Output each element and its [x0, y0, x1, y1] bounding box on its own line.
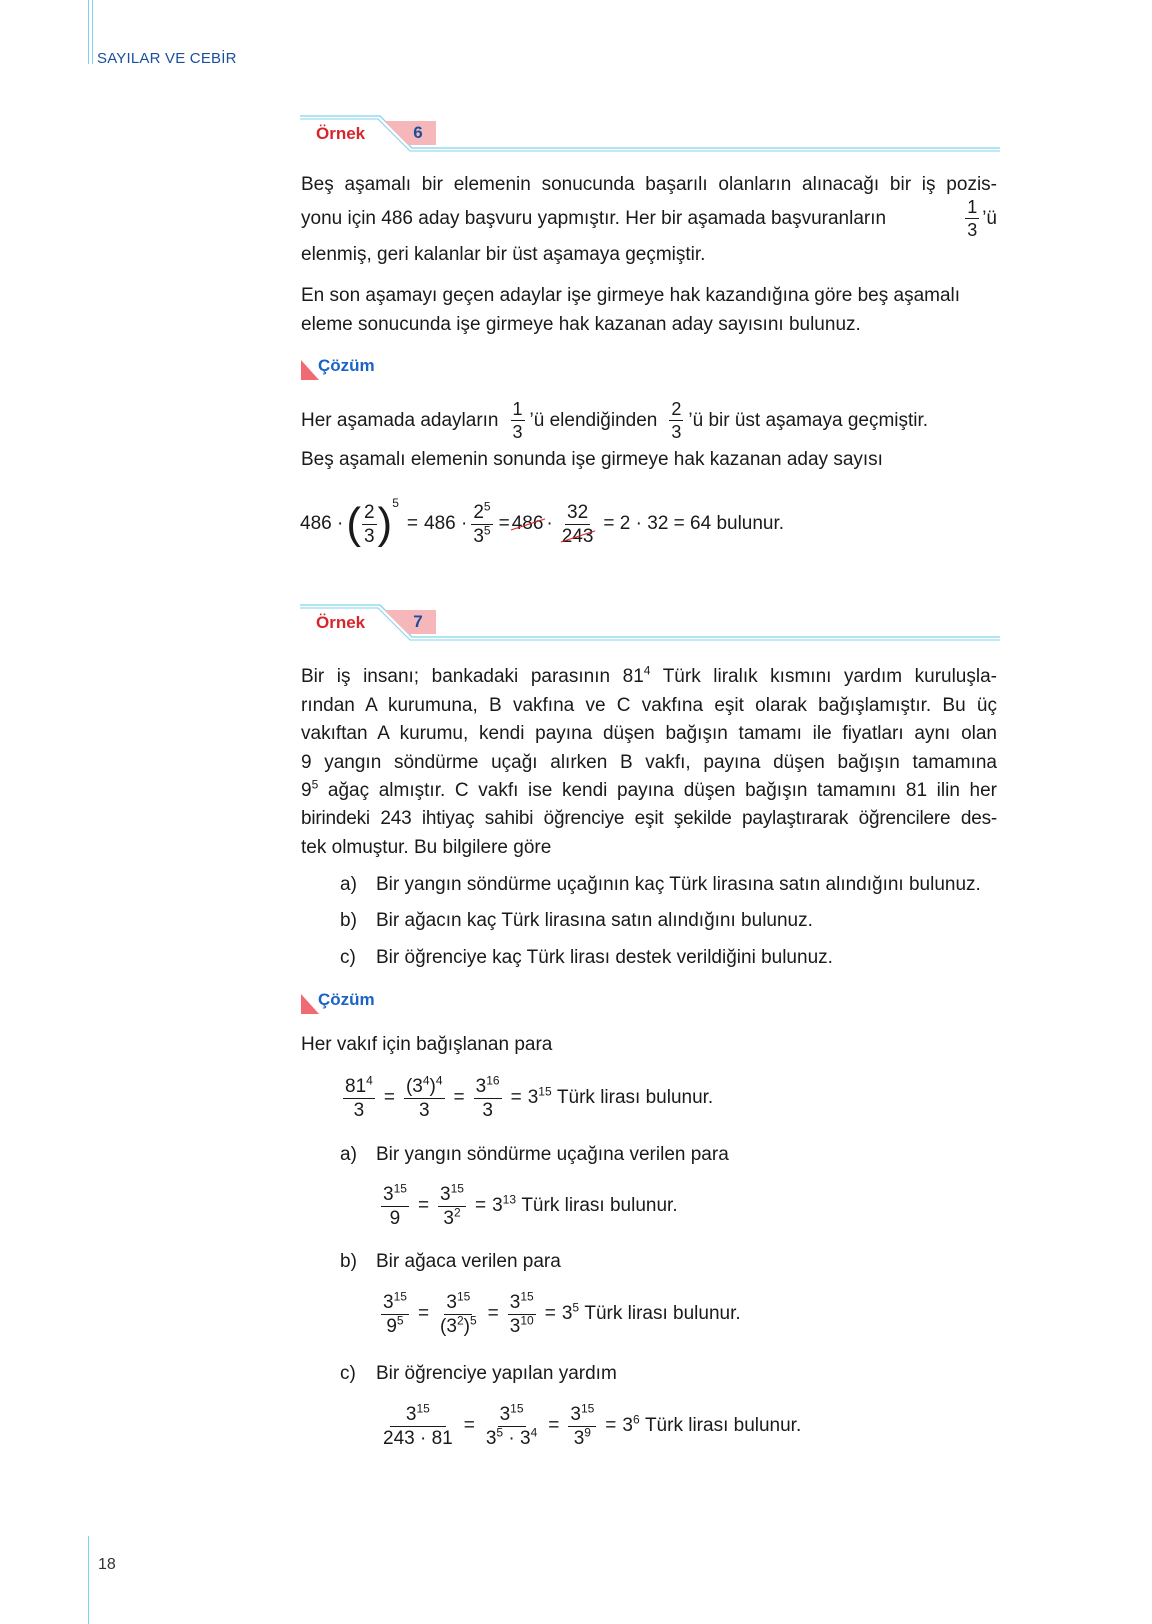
- times-dot: ·: [546, 513, 553, 534]
- fraction-denominator: 3: [671, 422, 682, 442]
- solution-6-text-b: ’ü elendiğinden: [529, 410, 658, 431]
- solution-a-text: Bir yangın söndürme uçağına verilen para: [376, 1144, 729, 1165]
- solution-b-text: Bir ağaca verilen para: [376, 1251, 561, 1272]
- fraction: [471, 499, 492, 547]
- cancelled-denominator: 243: [561, 525, 594, 547]
- paren-right: ): [377, 499, 393, 548]
- fraction: $\frac{3^{15}}{3^5 \cdot 3^4}$: [485, 1401, 538, 1449]
- example-7-line-4: 9 yangın söndürme uçağı alırken B vakfı, payına düşen bağışın tamamına: [301, 752, 997, 773]
- solution-b-letter: b): [340, 1251, 357, 1272]
- exponent: 5: [311, 777, 319, 792]
- solution-7-intro: Her vakıf için bağışlanan para: [301, 1034, 553, 1055]
- example-7-line-6: birindeki 243 ihtiyaç sahibi öğrenciye eşit şekilde paylaştırarak öğrencilere des-: [301, 808, 997, 829]
- fraction: $\frac{3^{15}}{3^{10}}$: [509, 1289, 534, 1337]
- fraction: $\frac{3^{15}}{9}$: [383, 1181, 407, 1229]
- fraction-denominator: 3: [363, 525, 375, 547]
- fraction: $\frac{3^{15}}{243 \cdot 81}$: [383, 1401, 453, 1449]
- result-text: Türk lirası bulunur.: [556, 1087, 714, 1108]
- eq-result: = 2 · 32 = 64 bulunur.: [603, 513, 785, 534]
- solution-triangle-icon: [301, 360, 319, 380]
- fraction: $\frac{3^{16}}{3}$: [475, 1073, 500, 1121]
- solution-c-letter: c): [340, 1363, 356, 1384]
- solution-7-label: Çözüm: [318, 990, 375, 1009]
- equals-sign: =: [406, 513, 418, 534]
- example-7-line-7: tek olmuştur. Bu bilgilere göre: [301, 837, 552, 858]
- example-6-line-1: Beş aşamalı bir elemenin sonucunda başarılı olanların alınacağı bir iş pozis-: [301, 174, 997, 195]
- fraction-denominator: 3: [512, 422, 523, 442]
- fraction: $\frac{3^{15}}{3^9}$: [570, 1401, 595, 1449]
- example-6-question: En son aşamayı geçen adaylar işe girmeye hak kazandığına göre beş aşamalı eleme sonucunda işe girmeye hak kazanan aday sayısını bulunuz.: [301, 285, 961, 335]
- result-text: Türk lirası bulunur.: [644, 1415, 802, 1436]
- example-7-line-1: [301, 662, 997, 691]
- solution-a-equation: $\frac{3^{15}}{9}$ = $\frac{3^{15}}{3^2}$ = $3^{13}$ Türk lirası bulunur.: [383, 1181, 678, 1229]
- fraction-one-third: [511, 400, 525, 441]
- text: 9: [301, 780, 312, 801]
- margin-line-top: [88, 0, 89, 64]
- solution-6-label: Çözüm: [318, 356, 375, 375]
- example-6-line-3: elenmiş, geri kalanlar bir üst aşamaya geçmiştir.: [301, 244, 706, 265]
- margin-line-top-2: [92, 0, 93, 64]
- question-c-letter: c): [340, 947, 356, 968]
- example-7-label: Örnek: [316, 613, 366, 632]
- margin-line-bottom: [88, 1536, 89, 1624]
- solution-triangle-icon: [301, 994, 319, 1014]
- solution-7-equation-main: $\frac{81^4}{3}$ = $\frac{(3^4)^4}{3}$ = $\frac{3^{16}}{3}$ = $3^{15}$ Türk lirası bulunur.: [345, 1073, 714, 1121]
- exponent: 5: [483, 523, 491, 538]
- fraction-numerator: 1: [512, 399, 523, 419]
- result-text: Türk lirası bulunur.: [521, 1195, 678, 1216]
- text: ağaç almıştır. C vakfı ise kendi payına düşen bağışın tamamını 81 ilin her: [318, 780, 997, 801]
- eq-term: 486 ·: [300, 513, 344, 534]
- paren-left: (: [346, 499, 361, 548]
- fraction-denominator: 3: [967, 220, 978, 240]
- text: Bir iş insanı; bankadaki parasının 81: [301, 666, 644, 687]
- example-7-number: 7: [413, 612, 423, 631]
- example-7-line-2: rından A kurumuna, B vakfına ve C vakfına eşit olarak bağışlamıştır. Bu üç: [301, 695, 997, 716]
- exponent: 5: [483, 499, 491, 514]
- fraction: $\frac{3^{15}}{9^5}$: [383, 1289, 407, 1337]
- page-number: 18: [98, 1556, 116, 1573]
- example-6-label: Örnek: [316, 124, 366, 143]
- example-6-line-2-suffix: ’ü: [982, 208, 997, 229]
- fraction: [362, 503, 377, 546]
- section-header: SAYILAR VE CEBİR: [97, 50, 237, 67]
- solution-6-text-a: Her aşamada adayların: [301, 410, 499, 431]
- base: 2: [473, 501, 484, 523]
- solution-6-text-c: ’ü bir üst aşamaya geçmiştir.: [688, 410, 929, 431]
- text: Türk liralık kısmını yardım kuruluşla-: [650, 666, 997, 687]
- result-text: Türk lirası bulunur.: [584, 1303, 741, 1324]
- fraction-numerator: 2: [671, 399, 682, 419]
- exponent: 5: [392, 496, 399, 510]
- solution-6-line-2: Beş aşamalı elemenin sonunda işe girmeye hak kazanan aday sayısı: [301, 449, 883, 470]
- eq-term: 486 ·: [424, 513, 468, 534]
- fraction-numerator: 1: [967, 197, 978, 217]
- fraction: $\frac{81^4}{3}$: [345, 1073, 373, 1121]
- fraction: $\frac{3^{15}}{3^2}$: [440, 1181, 464, 1229]
- solution-6-equation: [300, 496, 784, 552]
- question-a-text: Bir yangın söndürme uçağının kaç Türk lirasına satın alındığını bulunuz.: [376, 874, 981, 895]
- question-b-letter: b): [340, 910, 357, 931]
- solution-6-line-1: [301, 400, 928, 441]
- fraction-numerator: 32: [567, 501, 589, 523]
- cancelled-term: 486: [511, 513, 544, 534]
- fraction-one-third: [965, 198, 979, 239]
- solution-b-equation: $\frac{3^{15}}{9^5}$ = $\frac{3^{15}}{(3^2)^5}$ = $\frac{3^{15}}{3^{10}}$ = $3^5$ Türk lirası bulunur.: [383, 1289, 741, 1337]
- fraction-two-thirds: [669, 400, 683, 441]
- example-6-line-2: [301, 198, 997, 239]
- solution-c-text: Bir öğrenciye yapılan yardım: [376, 1363, 617, 1384]
- question-c-text: Bir öğrenciye kaç Türk lirası destek verildiğini bulunuz.: [376, 947, 833, 968]
- base: 3: [473, 525, 484, 547]
- exponent: 4: [643, 663, 651, 678]
- question-b-text: Bir ağacın kaç Türk lirasına satın alındığını bulunuz.: [376, 910, 813, 931]
- example-6-line-2-text: yonu için 486 aday başvuru yapmıştır. Her bir aşamada başvuranların: [301, 208, 887, 229]
- solution-a-letter: a): [340, 1144, 357, 1165]
- solution-c-equation: $\frac{3^{15}}{243 \cdot 81}$ = $\frac{3^{15}}{3^5 \cdot 3^4}$ = $\frac{3^{15}}{3^9}$ = $3^6$ Türk lirası bulunur.: [383, 1401, 802, 1449]
- fraction-numerator: 2: [363, 501, 375, 523]
- fraction: $\frac{3^{15}}{(3^2)^5}$: [440, 1289, 477, 1337]
- example-7-line-3: vakıftan A kurumu, kendi payına düşen bağışın tamamı ile fiyatları aynı olan: [301, 723, 997, 744]
- example-6-number: 6: [413, 123, 423, 142]
- example-7-line-5: [301, 776, 997, 805]
- fraction: $\frac{(3^4)^4}{3}$: [405, 1073, 443, 1121]
- fraction: [560, 503, 596, 546]
- question-a-letter: a): [340, 874, 357, 895]
- equals-sign: =: [498, 513, 510, 534]
